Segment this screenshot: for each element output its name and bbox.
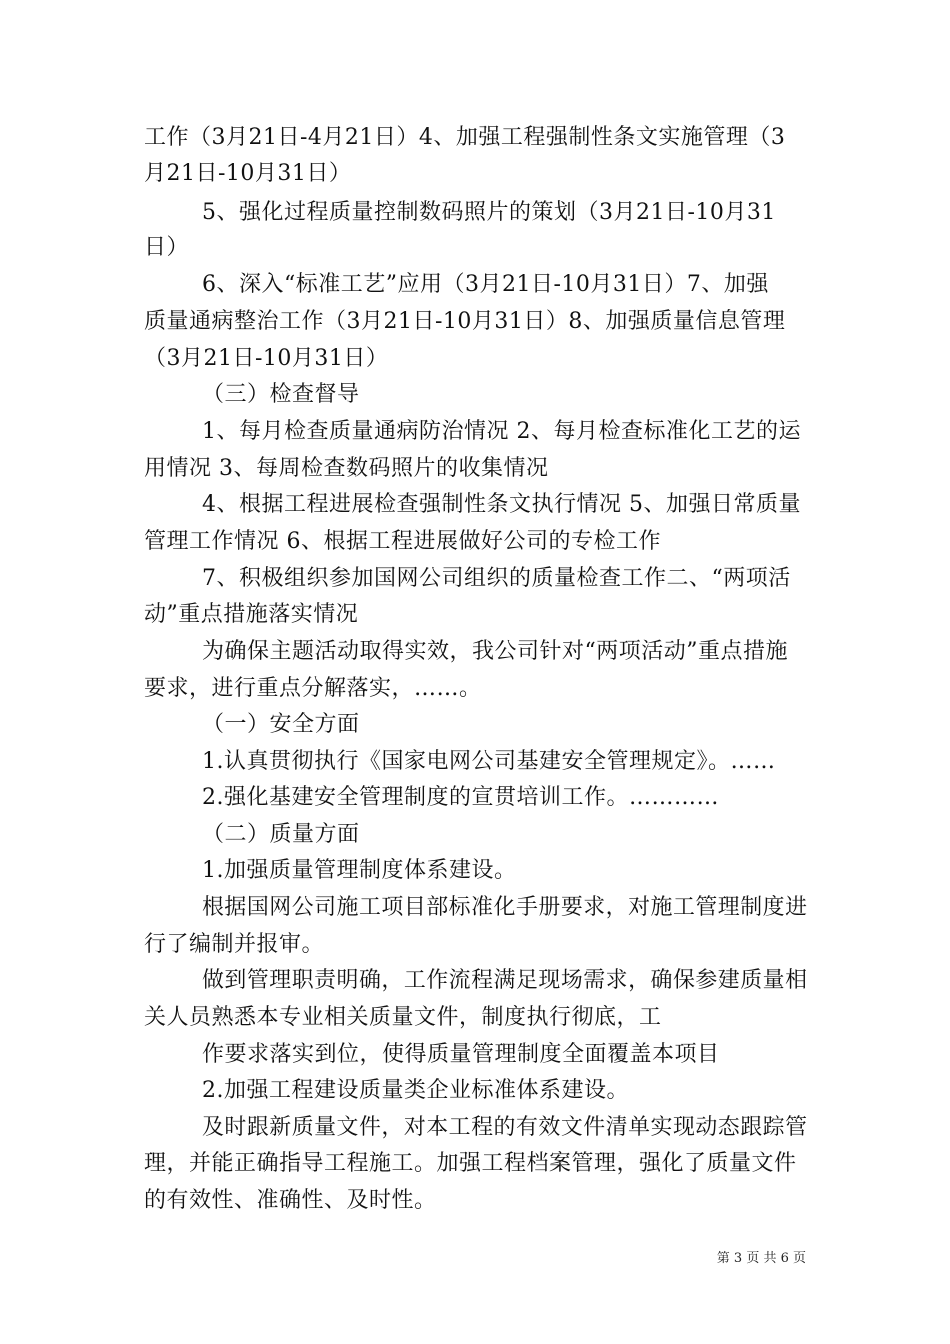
body-line: 6、深入“标准工艺”应用（3月21日-10月31日）7、加强 xyxy=(202,272,769,297)
body-line: 4、根据工程进展检查强制性条文执行情况 5、加强日常质量 xyxy=(202,492,801,517)
body-line: 管理工作情况 6、根据工程进展做好公司的专检工作 xyxy=(144,529,661,554)
body-line: 及时跟新质量文件，对本工程的有效文件清单实现动态跟踪管 xyxy=(202,1115,808,1140)
body-line: 理，并能正确指导工程施工。加强工程档案管理，强化了质量文件 xyxy=(144,1151,797,1176)
body-line: 根据国网公司施工项目部标准化手册要求，对施工管理制度进 xyxy=(202,895,808,920)
body-line: 作要求落实到位，使得质量管理制度全面覆盖本项目 xyxy=(202,1042,720,1067)
section-heading: （三）检查督导 xyxy=(202,382,360,407)
body-line: 用情况 3、每周检查数码照片的收集情况 xyxy=(144,456,549,481)
body-line: 为确保主题活动取得实效，我公司针对“两项活动”重点措施 xyxy=(202,639,788,664)
body-line: 月21日-10月31日） xyxy=(144,161,352,186)
body-line: 的有效性、准确性、及时性。 xyxy=(144,1188,437,1213)
body-line: 行了编制并报审。 xyxy=(144,932,325,957)
body-line: 5、强化过程质量控制数码照片的策划（3月21日-10月31 xyxy=(202,200,776,225)
body-line: 工作（3月21日-4月21日）4、加强工程强制性条文实施管理（3 xyxy=(144,125,786,150)
body-line: 日） xyxy=(144,235,190,260)
body-line: 做到管理职责明确，工作流程满足现场需求，确保参建质量相 xyxy=(202,968,808,993)
body-line: 关人员熟悉本专业相关质量文件，制度执行彻底，工 xyxy=(144,1005,662,1030)
section-heading: （二）质量方面 xyxy=(202,822,360,847)
body-line: 质量通病整治工作（3月21日-10月31日）8、加强质量信息管理 xyxy=(144,309,786,334)
body-line: 2.加强工程建设质量类企业标准体系建设。 xyxy=(202,1078,629,1103)
page-number: 第 3 页 共 6 页 xyxy=(716,1251,806,1266)
body-line: 2.强化基建安全管理制度的宣贯培训工作。………… xyxy=(202,785,719,810)
body-line: 要求，进行重点分解落实，……。 xyxy=(144,676,482,701)
body-line: 动”重点措施落实情况 xyxy=(144,602,359,627)
body-line: 1.加强质量管理制度体系建设。 xyxy=(202,858,517,883)
body-line: 1.认真贯彻执行《国家电网公司基建安全管理规定》。…… xyxy=(202,749,776,774)
body-line: （3月21日-10月31日） xyxy=(144,346,389,371)
body-line: 7、积极组织参加国网公司组织的质量检查工作二、“两项活 xyxy=(202,566,791,591)
body-line: 1、每月检查质量通病防治情况 2、每月检查标准化工艺的运 xyxy=(202,419,801,444)
section-heading: （一）安全方面 xyxy=(202,712,360,737)
